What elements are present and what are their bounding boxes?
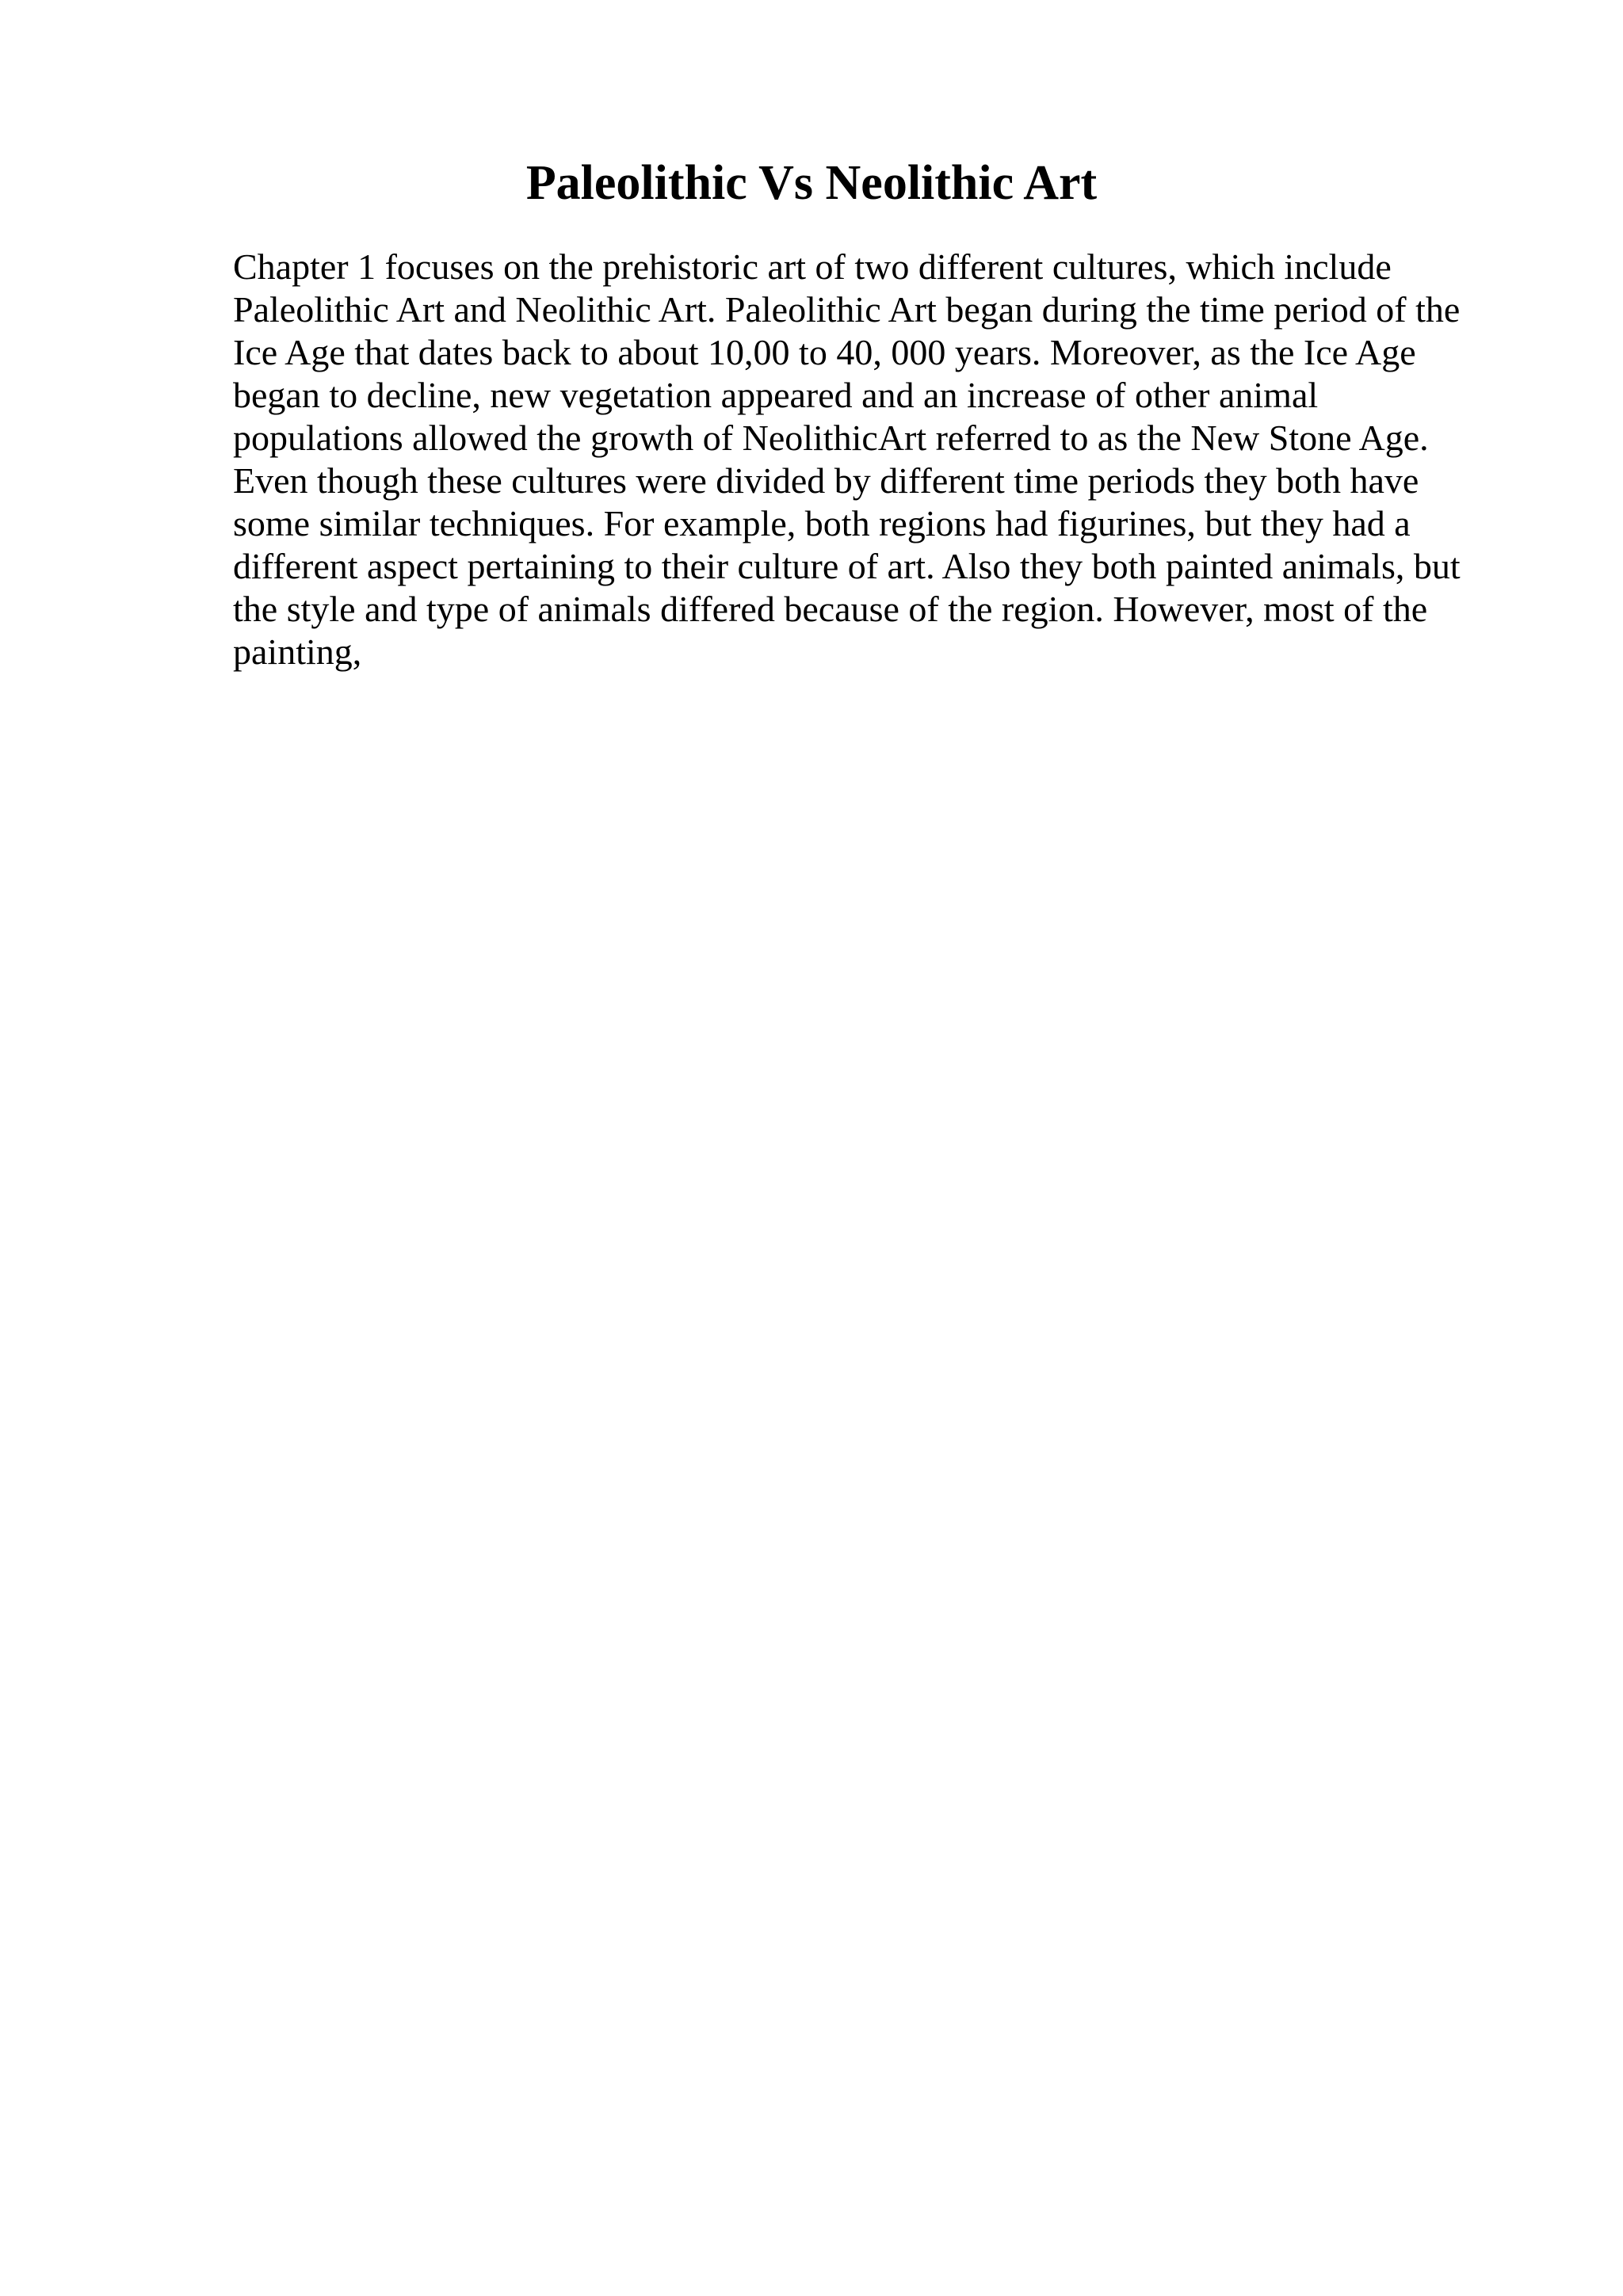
paragraph-line: some similar techniques. For example, both regions had figurines, but they had a <box>233 503 1411 543</box>
body-paragraph <box>233 246 1517 673</box>
paragraph-line: Chapter 1 focuses on the prehistoric art of two different cultures, which include <box>233 246 1392 287</box>
paragraph-line: Paleolithic Art and Neolithic Art. Paleolithic Art began during the time period of the <box>233 289 1461 330</box>
paragraph-line: populations allowed the growth of NeolithicArt referred to as the New Stone Age. <box>233 418 1429 458</box>
paragraph-line: Even though these cultures were divided by different time periods they both have <box>233 460 1419 501</box>
paragraph-line: the style and type of animals differed because of the region. However, most of the <box>233 589 1428 629</box>
paragraph-line: Ice Age that dates back to about 10,00 to 40, 000 years. Moreover, as the Ice Age <box>233 332 1416 372</box>
paragraph-line: different aspect pertaining to their culture of art. Also they both painted animals, but <box>233 546 1461 586</box>
paragraph-line: painting, <box>233 631 362 672</box>
page-title: Paleolithic Vs Neolithic Art <box>525 156 1098 210</box>
paragraph-line: began to decline, new vegetation appeared and an increase of other animal <box>233 375 1319 415</box>
